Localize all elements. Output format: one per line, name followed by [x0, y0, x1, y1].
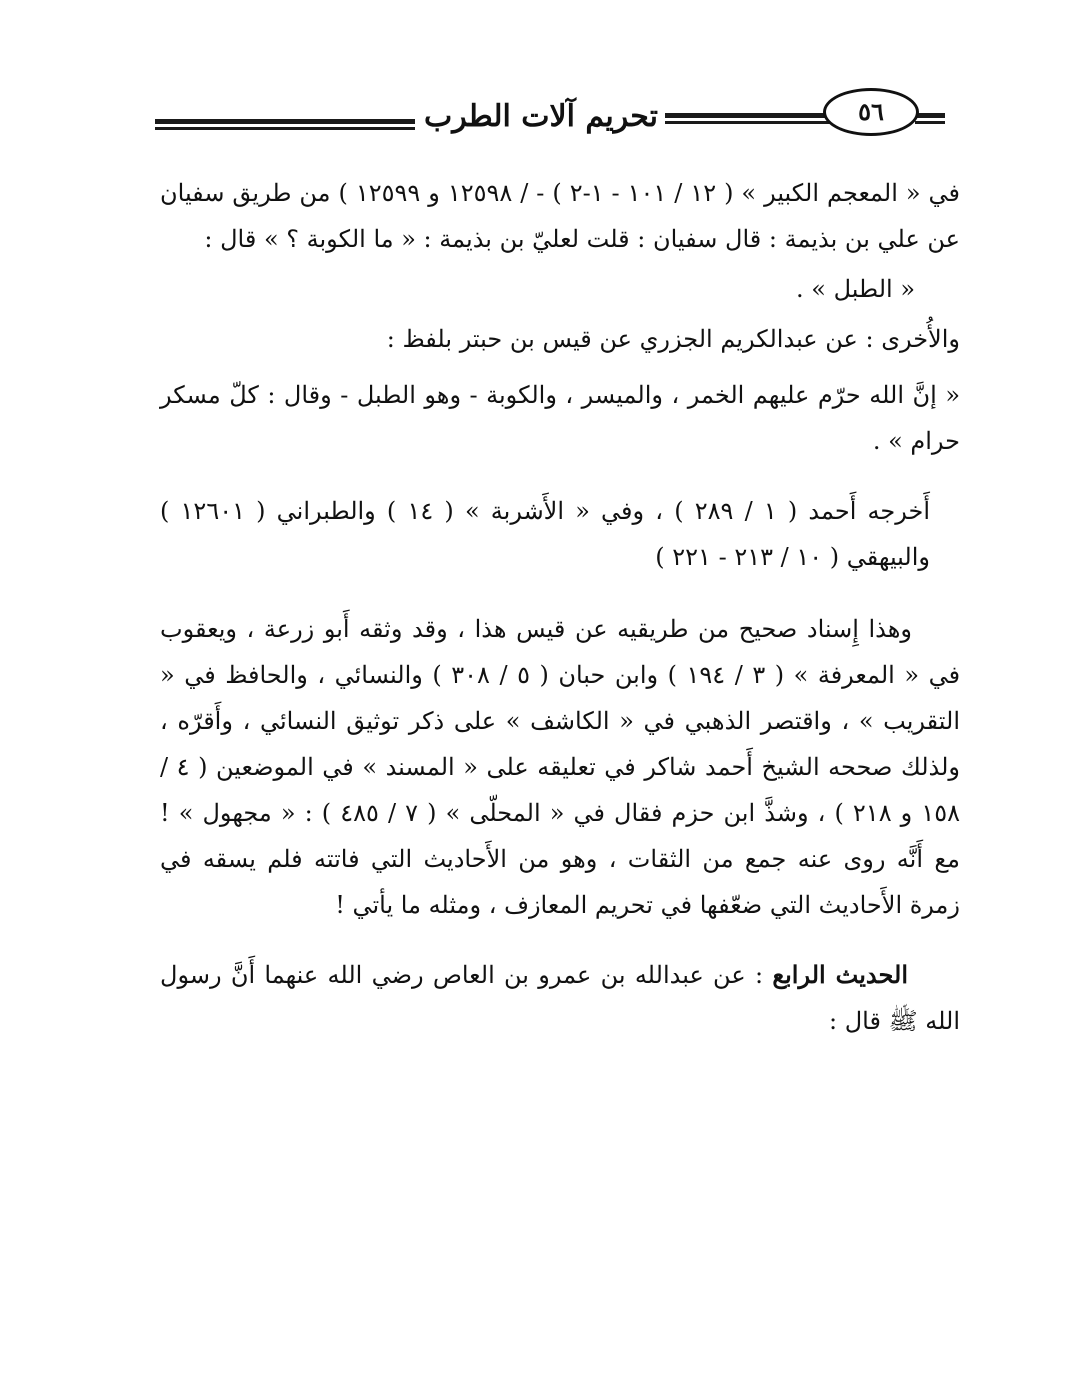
page-header	[155, 85, 945, 155]
header-rule	[915, 113, 945, 118]
paragraph-answer: « الطبل » .	[796, 275, 915, 303]
header-rule	[155, 119, 415, 124]
hadith-heading: الحديث الرابع	[772, 960, 909, 989]
paragraph-other-route: والأُخرى : عن عبدالكريم الجزري عن قيس بن حبتر بلفظ :	[386, 325, 960, 353]
page-number: ٥٦	[823, 88, 919, 136]
paragraph-takhrij: أَخرجه أَحمد ( ١ / ٢٨٩ ) ، وفي « الأَشربة » ( ١٤ ) والطبراني ( ١٢٦٠١ ) والبيهقي ( ١٠ / ٢١٣ - ٢٢١ )	[160, 497, 930, 571]
hadith-intro-text: : عن عبدالله بن عمرو بن العاص رضي الله عنهما أَنَّ رسول الله ﷺ قال :	[160, 961, 960, 1035]
paragraph-isnad-text: وهذا إِسناد صحيح من طريقيه عن قيس هذا ، وقد وثقه أَبو زرعة ، ويعقوب في « المعرفة » ( ٣ / ١٩٤ ) وابن حبان ( ٥ / ٣٠٨ ) والنسائي ، والحافظ في « التقريب » ، واقتصر الذهبي في « الكاشف » على ذكر توثيق النسائي ، وأَقرّه ، ولذلك صححه الشيخ أَحمد شاكر في تعليقه على « المسند » في الموضعين ( ٤ / ١٥٨ و ٢١٨ ) ، وشذَّ ابن حزم فقال في « المحلّى » ( ٧ / ٤٨٥ ) : « مجهول » ! مع أَنَّه روى عنه جمع من الثقات ، وهو من الأَحاديث التي فاتته فلم يسقه في زمرة الأَحاديث التي ضعّفها في تحريم المعازف ، ومثله ما يأتي !	[160, 615, 961, 919]
paragraph-hadith-text: « إنَّ الله حرّم عليهم الخمر ، والميسر ، والكوبة - وهو الطبل - وقال : كلّ مسكر حرام » .	[160, 381, 960, 455]
paragraph-source-citation: في « المعجم الكبير » ( ١٢ / ١٠١ - ١-٢ ) - / ١٢٥٩٨ و ١٢٥٩٩ ) من طريق سفيان عن علي بن بذيمة : قال سفيان : قلت لعليّ بن بذيمة : « ما الكوبة ؟ » قال :	[160, 179, 960, 253]
paragraph-fourth-hadith	[160, 952, 960, 1044]
header-rule	[915, 121, 945, 124]
header-rule	[665, 113, 830, 118]
header-rule	[665, 121, 830, 124]
running-title: تحريم آلات الطرب	[423, 99, 659, 134]
paragraph-isnad-discussion	[160, 606, 960, 928]
page-body	[160, 170, 960, 1044]
header-rule	[155, 127, 415, 130]
